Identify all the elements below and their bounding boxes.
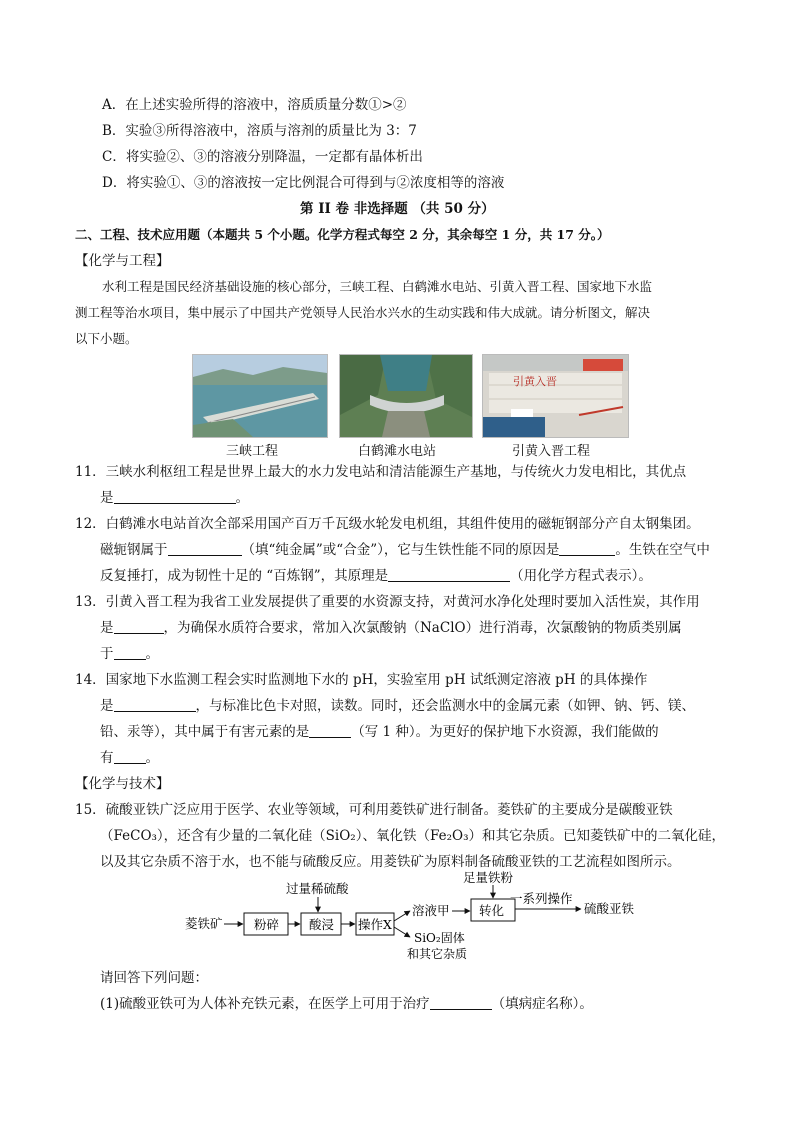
sign-text: 引黄入晋 (513, 375, 557, 388)
arrow-opx-residue (394, 927, 410, 937)
q11-line-2 (100, 488, 249, 508)
flow-iron-label: 足量铁粉 (463, 870, 514, 885)
q14-text-a: 是 (100, 698, 114, 714)
flow-solution-label: 溶液甲 (412, 903, 450, 918)
sub-technology-heading: 【化学与技术】 (75, 776, 170, 792)
q11-text-b: 。 (235, 490, 249, 506)
q12-text-a: 磁轭钢属于 (100, 542, 168, 558)
q12-text-e: （用化学方程式表示）。 (510, 568, 652, 584)
q14-blank-2[interactable] (309, 723, 351, 738)
q13-text-c: 于 (100, 646, 114, 662)
q11-answer-blank[interactable] (114, 489, 236, 504)
q12-line-2 (100, 540, 710, 560)
q12-blank-3[interactable] (388, 567, 510, 582)
q13-text-b: ，为确保水质符合要求，常加入次氯酸钠（NaClO）进行消毒，次氯酸钠的物质类别属 (163, 620, 682, 636)
intro-line-1: 水利工程是国民经济基础设施的核心部分，三峡工程、白鹤滩水电站、引黄入晋工程、国家地下水监 (102, 279, 653, 294)
baihetan-photo (339, 354, 473, 438)
option-a: A．在上述实验所得的溶液中，溶质质量分数①>② (102, 97, 407, 113)
q13-line-2 (100, 618, 682, 638)
option-b: B．实验③所得溶液中，溶质与溶剂的质量比为 3：7 (102, 123, 417, 139)
process-flow-diagram (0, 865, 794, 965)
q11-line-1: 11．三峡水利枢纽工程是世界上最大的水力发电站和清洁能源生产基地，与传统火力发电相比，其优点 (75, 464, 687, 480)
arrow-opx-solution (394, 911, 410, 921)
q14-text-b: ，与标准比色卡对照，读数。同时，还会监测水中的金属元素（如钾、钠、钙、镁、 (195, 698, 695, 714)
q11-text-a: 是 (100, 490, 114, 506)
q13-blank-2[interactable] (114, 645, 146, 660)
flow-others-label: 和其它杂质 (407, 947, 468, 961)
flow-product-label: 硫酸亚铁 (584, 901, 635, 916)
intro-line-3: 以下小题。 (75, 331, 138, 346)
q14-line-4 (100, 748, 159, 768)
q15-line-2: （FeCO₃），还含有少量的二氧化硅（SiO₂）、氧化铁（Fe₂O₃）和其它杂质。已知菱铁矿中的二氧化硅， (100, 828, 725, 844)
q13-blank-1[interactable] (114, 619, 164, 634)
q14-blank-1[interactable] (114, 697, 196, 712)
q12-text-b: （填“纯金属”或“合金”），它与生铁性能不同的原因是 (241, 542, 560, 558)
q12-blank-1[interactable] (168, 541, 242, 556)
q13-line-3 (100, 644, 159, 664)
q13-line-1: 13．引黄入晋工程为我省工业发展提供了重要的水资源支持，对黄河水净化处理时要加入活性炭，其作用 (75, 594, 700, 610)
q14-line-3 (100, 722, 659, 742)
caption-yellow-river: 引黄入晋工程 (512, 444, 591, 459)
q15-sub1 (100, 994, 593, 1014)
yellow-river-project-photo (482, 354, 629, 438)
box-opx-label: 操作X (358, 917, 392, 932)
option-c: C．将实验②、③的溶液分别降温，一定都有晶体析出 (102, 149, 423, 165)
q12-blank-2[interactable] (559, 541, 615, 556)
three-gorges-photo (192, 354, 328, 438)
part2-title: 第 II 卷 非选择题 （共 50 分） (300, 201, 495, 217)
q15-sub1-blank[interactable] (430, 995, 492, 1010)
sub-engineering-heading: 【化学与工程】 (75, 253, 170, 269)
caption-baihetan: 白鹤滩水电站 (358, 444, 437, 459)
q14-text-f: 。 (145, 750, 159, 766)
q15-line-3: 以及其它杂质不溶于水，也不能与硫酸反应。用菱铁矿为原料制备硫酸亚铁的工艺流程如图所示。 (100, 854, 681, 870)
q14-text-c: 铅、汞等），其中属于有害元素的是 (100, 724, 310, 740)
flow-acid-label: 过量稀硫酸 (286, 881, 349, 896)
box-crush-label: 粉碎 (254, 917, 280, 932)
caption-three-gorges: 三峡工程 (226, 444, 279, 459)
option-d: D．将实验①、③的溶液按一定比例混合可得到与②浓度相等的溶液 (102, 175, 505, 191)
box-convert-label: 转化 (479, 903, 505, 918)
q13-text-a: 是 (100, 620, 114, 636)
q15-sub1-text-a: (1)硫酸亚铁可为人体补充铁元素，在医学上可用于治疗 (100, 996, 430, 1012)
section2-heading: 二、工程、技术应用题（本题共 5 个小题。化学方程式每空 2 分，其余每空 1 分，共 17 分。） (75, 227, 610, 242)
q12-line-3 (100, 566, 652, 586)
flow-ops-label: 一系列操作 (510, 891, 573, 906)
answer-prompt: 请回答下列问题： (100, 970, 208, 986)
flow-sio2-label: SiO₂固体 (414, 931, 465, 945)
q15-sub1-text-b: （填病症名称）。 (491, 996, 593, 1012)
q12-text-d: 反复捶打，成为韧性十足的 “百炼钢”，其原理是 (100, 568, 389, 584)
q14-line-1: 14．国家地下水监测工程会实时监测地下水的 pH，实验室用 pH 试纸测定溶液 pH 的具体操作 (75, 672, 648, 688)
q14-text-d: （写 1 种）。为更好的保护地下水资源，我们能做的 (351, 724, 659, 740)
q12-text-c: 。生铁在空气中 (615, 542, 710, 558)
q14-text-e: 有 (100, 750, 114, 766)
q14-line-2 (100, 696, 695, 716)
q12-line-1: 12．白鹤滩水电站首次全部采用国产百万千瓦级水轮发电机组，其组件使用的磁轭钢部分产自太钢集团。 (75, 516, 700, 532)
q13-text-d: 。 (145, 646, 159, 662)
flow-raw-label: 菱铁矿 (185, 916, 223, 931)
q14-blank-3[interactable] (114, 749, 146, 764)
intro-line-2: 测工程等治水项目，集中展示了中国共产党领导人民治水兴水的生动实践和伟大成就。请分析图文，解决 (75, 305, 651, 320)
box-leach-label: 酸浸 (309, 917, 335, 932)
q15-line-1: 15．硫酸亚铁广泛应用于医学、农业等领域，可利用菱铁矿进行制备。菱铁矿的主要成分是碳酸亚铁 (75, 802, 673, 818)
